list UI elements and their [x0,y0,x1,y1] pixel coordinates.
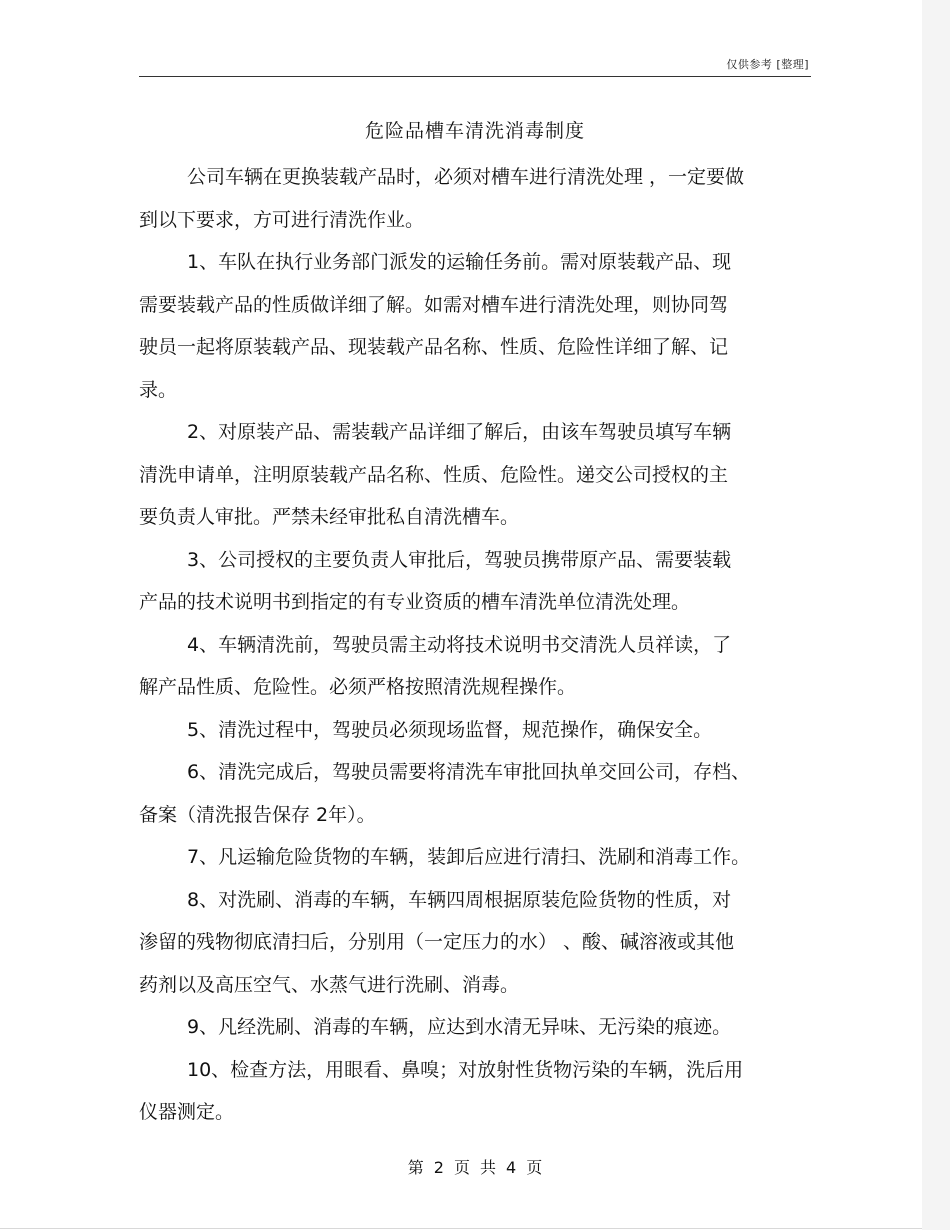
text-line: 仪器测定。 [139,1101,235,1123]
current-page-number: 2 [433,1158,444,1177]
paragraph-item-2 [139,411,811,539]
paragraph-item-3 [139,539,811,624]
paragraph-item-5 [139,709,811,752]
paragraph-item-1 [139,241,811,411]
text-line: 2、对原装产品、需装载产品详细了解后，由该车驾驶员填写车辆 [187,421,732,443]
footer-di: 第 [407,1158,424,1177]
paragraph-item-9 [139,1006,811,1049]
text-line: 解产品性质、危险性。必须严格按照清洗规程操作。 [139,676,577,698]
text-line: 5、清洗过程中，驾驶员必须现场监督，规范操作，确保安全。 [187,718,713,741]
text-line: 备案（清洗报告保存 2年）。 [139,803,376,826]
paragraph-item-4 [139,624,811,709]
footer-ye: 页 [526,1158,543,1177]
text-line: 3、公司授权的主要负责人审批后，驾驶员携带原产品、需要装载 [187,548,732,571]
total-pages-number: 4 [506,1158,517,1177]
paragraph-intro [139,156,811,241]
footer-ye: 页 [453,1158,470,1177]
paragraph-item-7 [139,836,811,879]
text-line: 需要装载产品的性质做详细了解。如需对槽车进行清洗处理，则协同驾 [139,293,729,316]
footer-gong: 共 [480,1158,497,1177]
text-line: 6、清洗完成后，驾驶员需要将清洗车审批回执单交回公司，存档、 [187,761,751,783]
text-line: 公司车辆在更换装载产品时，必须对槽车进行清洗处理 ，一定要做 [187,166,745,188]
text-line: 要负责人审批。严禁未经审批私自清洗槽车。 [139,506,520,528]
text-line: 10、检查方法，用眼看、鼻嗅；对放射性货物污染的车辆，洗后用 [187,1058,744,1081]
header-note: 仅供参考 [整理] [726,58,809,71]
document-title: 危险品槽车清洗消毒制度 [364,120,585,142]
paragraph-item-8 [139,879,811,1007]
text-line: 7、凡运输危险货物的车辆，装卸后应进行清扫、洗刷和消毒工作。 [187,846,751,868]
viewer-background [922,0,950,1230]
paragraph-item-6 [139,751,811,836]
text-line: 渗留的残物彻底清扫后，分别用（一定压力的水） 、酸、碱溶液或其他 [139,931,735,953]
text-line: 产品的技术说明书到指定的有专业资质的槽车清洗单位清洗处理。 [139,591,691,613]
paragraph-item-10 [139,1049,811,1134]
text-line: 录。 [139,378,178,401]
document-body [139,156,811,1134]
text-line: 4、车辆清洗前，驾驶员需主动将技术说明书交清洗人员祥读，了 [187,633,732,656]
text-line: 到以下要求，方可进行清洗作业。 [139,208,425,231]
text-line: 1、车队在执行业务部门派发的运输任务前。需对原装载产品、现 [187,251,732,273]
page-footer [0,1155,950,1178]
text-line: 9、凡经洗刷、消毒的车辆，应达到水清无异味、无污染的痕迹。 [187,1016,732,1038]
text-line: 清洗申请单，注明原装载产品名称、性质、危险性。递交公司授权的主 [139,463,729,486]
text-line: 8、对洗刷、消毒的车辆，车辆四周根据原装危险货物的性质，对 [187,888,732,911]
text-line: 药剂以及高压空气、水蒸气进行洗刷、消毒。 [139,973,520,996]
header-divider [139,76,811,77]
text-line: 驶员一起将原装载产品、现装载产品名称、性质、危险性详细了解、记 [139,336,729,358]
